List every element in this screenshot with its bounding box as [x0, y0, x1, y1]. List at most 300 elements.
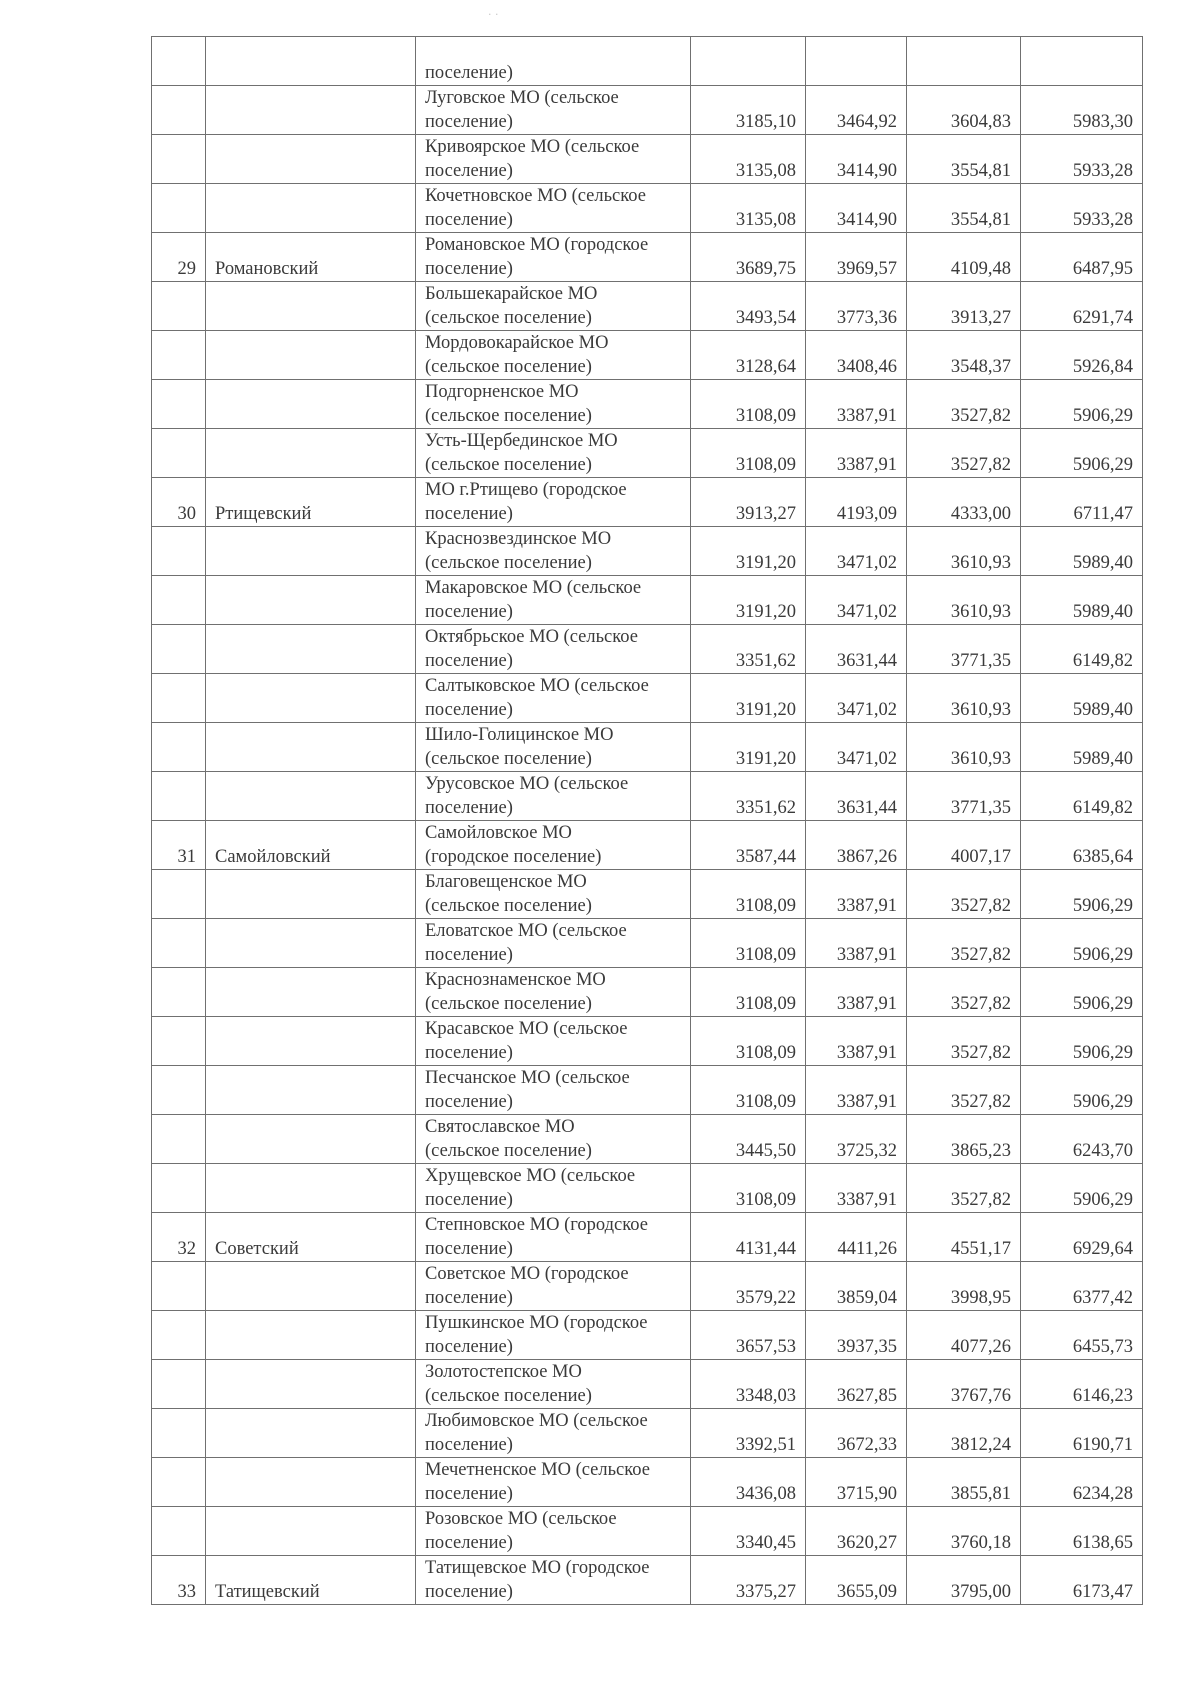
value-cell-2: 3655,09 [806, 1556, 907, 1605]
value-cell-2: 3471,02 [806, 674, 907, 723]
municipality-name-line: (сельское поселение) [425, 406, 592, 426]
municipality-cell [416, 1507, 691, 1556]
row-number-cell [152, 723, 206, 772]
value-cell-2: 3859,04 [806, 1262, 907, 1311]
municipality-name-line: поселение) [425, 1533, 513, 1553]
municipality-name-line: Большекарайское МО [425, 284, 598, 304]
row-number-cell: 30 [152, 478, 206, 527]
value-cell-2: 3672,33 [806, 1409, 907, 1458]
value-cell-2: 3631,44 [806, 625, 907, 674]
table-row [152, 968, 1143, 1017]
value-cell-1: 3493,54 [691, 282, 806, 331]
value-cell-4: 6149,82 [1021, 772, 1143, 821]
municipality-name-line: поселение) [425, 112, 513, 132]
value-cell-3: 3554,81 [907, 184, 1021, 233]
value-cell-3: 3855,81 [907, 1458, 1021, 1507]
row-number-cell [152, 576, 206, 625]
row-number-cell [152, 1458, 206, 1507]
value-cell-4 [1021, 37, 1143, 86]
row-number-cell: 31 [152, 821, 206, 870]
municipality-cell [416, 380, 691, 429]
table-row [152, 1556, 1143, 1605]
value-cell-1: 3191,20 [691, 527, 806, 576]
value-cell-3: 4551,17 [907, 1213, 1021, 1262]
municipality-name-line: поселение) [425, 945, 513, 965]
municipality-name-line: Степновское МО (городское [425, 1215, 648, 1235]
value-cell-1: 3108,09 [691, 870, 806, 919]
value-cell-3: 3610,93 [907, 674, 1021, 723]
municipality-name-line: Пушкинское МО (городское [425, 1313, 648, 1333]
district-cell [206, 1458, 416, 1507]
municipality-name-line: Мордовокарайское МО [425, 333, 609, 353]
value-cell-1: 3375,27 [691, 1556, 806, 1605]
district-cell: Самойловский [206, 821, 416, 870]
municipality-name-line: Песчанское МО (сельское [425, 1068, 630, 1088]
municipality-name-line: Подгорненское МО [425, 382, 579, 402]
municipality-name-line: поселение) [425, 1484, 513, 1504]
value-cell-2: 3387,91 [806, 1017, 907, 1066]
value-cell-2: 3715,90 [806, 1458, 907, 1507]
table-row [152, 184, 1143, 233]
municipality-cell [416, 233, 691, 282]
value-cell-3: 3527,82 [907, 919, 1021, 968]
district-cell [206, 1115, 416, 1164]
municipality-name-line: поселение) [425, 161, 513, 181]
municipality-name-line: поселение) [425, 504, 513, 524]
municipality-name-line: (сельское поселение) [425, 994, 592, 1014]
table-row [152, 380, 1143, 429]
value-cell-4: 6455,73 [1021, 1311, 1143, 1360]
municipality-name-line: поселение) [425, 210, 513, 230]
value-cell-1: 3108,09 [691, 429, 806, 478]
table-row [152, 478, 1143, 527]
municipality-name-line: Макаровское МО (сельское [425, 578, 642, 598]
value-cell-4: 6711,47 [1021, 478, 1143, 527]
row-number-cell [152, 1017, 206, 1066]
row-number-cell: 33 [152, 1556, 206, 1605]
municipality-name-line: Самойловское МО [425, 823, 572, 843]
municipality-name-line: поселение) [425, 63, 513, 83]
municipality-name-line: Советское МО (городское [425, 1264, 629, 1284]
value-cell-2: 3387,91 [806, 1066, 907, 1115]
municipality-cell [416, 674, 691, 723]
municipality-cell [416, 1556, 691, 1605]
municipality-name-line: поселение) [425, 1190, 513, 1210]
value-cell-4: 5926,84 [1021, 331, 1143, 380]
value-cell-4: 6149,82 [1021, 625, 1143, 674]
table-row [152, 576, 1143, 625]
value-cell-3: 3771,35 [907, 772, 1021, 821]
value-cell-4: 6138,65 [1021, 1507, 1143, 1556]
value-cell-4: 6291,74 [1021, 282, 1143, 331]
table-row [152, 86, 1143, 135]
value-cell-2: 4193,09 [806, 478, 907, 527]
row-number-cell [152, 527, 206, 576]
value-cell-4: 5989,40 [1021, 527, 1143, 576]
municipality-name-line: Кочетновское МО (сельское [425, 186, 646, 206]
value-cell-1: 3436,08 [691, 1458, 806, 1507]
value-cell-4: 5989,40 [1021, 674, 1143, 723]
municipality-name-line: Розовское МО (сельское [425, 1509, 617, 1529]
municipality-name-line: МО г.Ртищево (городское [425, 480, 627, 500]
value-cell-4: 5983,30 [1021, 86, 1143, 135]
table-row [152, 919, 1143, 968]
row-number-cell [152, 1507, 206, 1556]
municipality-name-line: Благовещенское МО [425, 872, 587, 892]
row-number-cell [152, 772, 206, 821]
table-row [152, 1262, 1143, 1311]
municipality-name-line: Усть-Щербединское МО [425, 431, 618, 451]
value-cell-2: 3387,91 [806, 919, 907, 968]
value-cell-3: 4333,00 [907, 478, 1021, 527]
row-number-cell [152, 429, 206, 478]
value-cell-2: 3969,57 [806, 233, 907, 282]
tariff-table [151, 36, 1143, 1605]
municipality-cell [416, 1164, 691, 1213]
value-cell-2: 3620,27 [806, 1507, 907, 1556]
value-cell-1: 3128,64 [691, 331, 806, 380]
tariff-table-body [152, 37, 1143, 1605]
municipality-cell [416, 527, 691, 576]
value-cell-4: 6243,70 [1021, 1115, 1143, 1164]
value-cell-1 [691, 37, 806, 86]
row-number-cell [152, 919, 206, 968]
value-cell-3: 4077,26 [907, 1311, 1021, 1360]
value-cell-2: 3471,02 [806, 576, 907, 625]
table-row [152, 282, 1143, 331]
district-cell [206, 625, 416, 674]
municipality-name-line: (сельское поселение) [425, 1386, 592, 1406]
value-cell-1: 3191,20 [691, 723, 806, 772]
value-cell-1: 3351,62 [691, 772, 806, 821]
district-cell: Татищевский [206, 1556, 416, 1605]
value-cell-4: 5906,29 [1021, 870, 1143, 919]
value-cell-3: 3554,81 [907, 135, 1021, 184]
value-cell-4: 6190,71 [1021, 1409, 1143, 1458]
value-cell-1: 3445,50 [691, 1115, 806, 1164]
municipality-name-line: Татищевское МО (городское [425, 1558, 650, 1578]
table-row [152, 135, 1143, 184]
row-number-cell [152, 1262, 206, 1311]
value-cell-2: 3627,85 [806, 1360, 907, 1409]
value-cell-1: 3348,03 [691, 1360, 806, 1409]
district-cell [206, 723, 416, 772]
municipality-name-line: поселение) [425, 1435, 513, 1455]
value-cell-4: 5906,29 [1021, 919, 1143, 968]
municipality-name-line: поселение) [425, 259, 513, 279]
value-cell-4: 5989,40 [1021, 576, 1143, 625]
row-number-cell [152, 1409, 206, 1458]
table-row [152, 1458, 1143, 1507]
municipality-name-line: Святославское МО [425, 1117, 575, 1137]
municipality-name-line: Краснозвездинское МО [425, 529, 612, 549]
municipality-name-line: Романовское МО (городское [425, 235, 649, 255]
district-cell: Советский [206, 1213, 416, 1262]
municipality-name-line: Кривоярское МО (сельское [425, 137, 640, 157]
value-cell-3: 4109,48 [907, 233, 1021, 282]
municipality-cell [416, 135, 691, 184]
district-cell [206, 576, 416, 625]
value-cell-1: 3579,22 [691, 1262, 806, 1311]
value-cell-4: 6146,23 [1021, 1360, 1143, 1409]
value-cell-1: 3108,09 [691, 380, 806, 429]
district-cell [206, 919, 416, 968]
municipality-cell [416, 282, 691, 331]
row-number-cell [152, 1115, 206, 1164]
value-cell-4: 6173,47 [1021, 1556, 1143, 1605]
municipality-name-line: Любимовское МО (сельское [425, 1411, 648, 1431]
municipality-name-line: поселение) [425, 602, 513, 622]
municipality-cell [416, 1262, 691, 1311]
row-number-cell [152, 135, 206, 184]
row-number-cell: 29 [152, 233, 206, 282]
value-cell-3: 3548,37 [907, 331, 1021, 380]
district-cell [206, 1507, 416, 1556]
municipality-name-line: Красавское МО (сельское [425, 1019, 628, 1039]
row-number-cell: 32 [152, 1213, 206, 1262]
value-cell-3: 3771,35 [907, 625, 1021, 674]
value-cell-3: 3527,82 [907, 1017, 1021, 1066]
row-number-cell [152, 282, 206, 331]
table-row [152, 37, 1143, 86]
row-number-cell [152, 968, 206, 1017]
value-cell-2: 3725,32 [806, 1115, 907, 1164]
value-cell-1: 3657,53 [691, 1311, 806, 1360]
district-cell [206, 282, 416, 331]
municipality-cell [416, 919, 691, 968]
municipality-cell [416, 1017, 691, 1066]
table-row [152, 1507, 1143, 1556]
value-cell-3: 3610,93 [907, 527, 1021, 576]
value-cell-2: 3471,02 [806, 723, 907, 772]
value-cell-4: 5906,29 [1021, 1164, 1143, 1213]
district-cell [206, 674, 416, 723]
municipality-name-line: поселение) [425, 1239, 513, 1259]
value-cell-1: 3108,09 [691, 1066, 806, 1115]
municipality-name-line: (сельское поселение) [425, 1141, 592, 1161]
value-cell-3: 3865,23 [907, 1115, 1021, 1164]
table-row [152, 772, 1143, 821]
value-cell-1: 3689,75 [691, 233, 806, 282]
municipality-name-line: (сельское поселение) [425, 357, 592, 377]
value-cell-3: 3812,24 [907, 1409, 1021, 1458]
value-cell-1: 3351,62 [691, 625, 806, 674]
district-cell [206, 1066, 416, 1115]
value-cell-4: 5906,29 [1021, 380, 1143, 429]
district-cell [206, 1262, 416, 1311]
municipality-cell [416, 1115, 691, 1164]
municipality-cell [416, 625, 691, 674]
municipality-cell [416, 772, 691, 821]
value-cell-1: 3135,08 [691, 135, 806, 184]
value-cell-1: 3587,44 [691, 821, 806, 870]
municipality-cell [416, 576, 691, 625]
value-cell-1: 3913,27 [691, 478, 806, 527]
value-cell-1: 3108,09 [691, 1017, 806, 1066]
municipality-cell [416, 968, 691, 1017]
municipality-name-line: (сельское поселение) [425, 308, 592, 328]
value-cell-4: 5906,29 [1021, 1017, 1143, 1066]
district-cell [206, 968, 416, 1017]
table-row [152, 1164, 1143, 1213]
district-cell [206, 870, 416, 919]
municipality-name-line: Салтыковское МО (сельское [425, 676, 649, 696]
value-cell-3: 3604,83 [907, 86, 1021, 135]
municipality-cell [416, 331, 691, 380]
row-number-cell [152, 37, 206, 86]
value-cell-4: 6385,64 [1021, 821, 1143, 870]
municipality-cell [416, 478, 691, 527]
value-cell-2: 4411,26 [806, 1213, 907, 1262]
municipality-name-line: поселение) [425, 1092, 513, 1112]
municipality-cell [416, 821, 691, 870]
table-row [152, 527, 1143, 576]
row-number-cell [152, 184, 206, 233]
municipality-name-line: Еловатское МО (сельское [425, 921, 627, 941]
value-cell-3: 3527,82 [907, 429, 1021, 478]
district-cell [206, 37, 416, 86]
municipality-name-line: (сельское поселение) [425, 553, 592, 573]
value-cell-1: 4131,44 [691, 1213, 806, 1262]
municipality-name-line: Луговское МО (сельское [425, 88, 619, 108]
value-cell-4: 6487,95 [1021, 233, 1143, 282]
value-cell-3 [907, 37, 1021, 86]
municipality-name-line: поселение) [425, 700, 513, 720]
value-cell-4: 5989,40 [1021, 723, 1143, 772]
row-number-cell [152, 86, 206, 135]
municipality-cell [416, 1311, 691, 1360]
district-cell [206, 1311, 416, 1360]
municipality-name-line: Хрущевское МО (сельское [425, 1166, 636, 1186]
row-number-cell [152, 674, 206, 723]
municipality-name-line: (сельское поселение) [425, 749, 592, 769]
row-number-cell [152, 331, 206, 380]
scan-speck-top: · · [488, 8, 499, 21]
district-cell [206, 184, 416, 233]
row-number-cell [152, 380, 206, 429]
municipality-name-line: Мечетненское МО (сельское [425, 1460, 650, 1480]
value-cell-2: 3471,02 [806, 527, 907, 576]
district-cell: Ртищевский [206, 478, 416, 527]
district-cell [206, 135, 416, 184]
value-cell-1: 3191,20 [691, 576, 806, 625]
district-cell [206, 527, 416, 576]
value-cell-3: 3998,95 [907, 1262, 1021, 1311]
value-cell-2: 3408,46 [806, 331, 907, 380]
table-row [152, 1213, 1143, 1262]
municipality-name-line: Краснознаменское МО [425, 970, 606, 990]
municipality-name-line: поселение) [425, 1043, 513, 1063]
value-cell-3: 3527,82 [907, 1164, 1021, 1213]
district-cell [206, 1360, 416, 1409]
value-cell-2: 3631,44 [806, 772, 907, 821]
value-cell-2: 3414,90 [806, 135, 907, 184]
value-cell-4: 5906,29 [1021, 968, 1143, 1017]
table-row [152, 723, 1143, 772]
municipality-name-line: поселение) [425, 1288, 513, 1308]
value-cell-1: 3191,20 [691, 674, 806, 723]
municipality-name-line: Октябрьское МО (сельское [425, 627, 638, 647]
municipality-name-line: (сельское поселение) [425, 455, 592, 475]
table-row [152, 429, 1143, 478]
table-row [152, 1066, 1143, 1115]
table-row [152, 674, 1143, 723]
row-number-cell [152, 1311, 206, 1360]
district-cell [206, 1409, 416, 1458]
table-row [152, 233, 1143, 282]
table-row [152, 821, 1143, 870]
value-cell-2: 3867,26 [806, 821, 907, 870]
value-cell-1: 3108,09 [691, 919, 806, 968]
municipality-name-line: (сельское поселение) [425, 896, 592, 916]
value-cell-2: 3387,91 [806, 870, 907, 919]
value-cell-1: 3108,09 [691, 968, 806, 1017]
value-cell-3: 3760,18 [907, 1507, 1021, 1556]
value-cell-4: 6377,42 [1021, 1262, 1143, 1311]
row-number-cell [152, 1164, 206, 1213]
municipality-cell [416, 429, 691, 478]
municipality-cell [416, 870, 691, 919]
district-cell [206, 1164, 416, 1213]
value-cell-2 [806, 37, 907, 86]
district-cell [206, 1017, 416, 1066]
municipality-cell [416, 1066, 691, 1115]
value-cell-4: 5906,29 [1021, 429, 1143, 478]
value-cell-1: 3340,45 [691, 1507, 806, 1556]
municipality-name-line: поселение) [425, 1337, 513, 1357]
municipality-cell [416, 37, 691, 86]
value-cell-1: 3135,08 [691, 184, 806, 233]
value-cell-2: 3387,91 [806, 1164, 907, 1213]
value-cell-4: 6929,64 [1021, 1213, 1143, 1262]
district-cell [206, 429, 416, 478]
table-row [152, 1360, 1143, 1409]
row-number-cell [152, 625, 206, 674]
municipality-cell [416, 86, 691, 135]
value-cell-2: 3464,92 [806, 86, 907, 135]
value-cell-3: 3610,93 [907, 723, 1021, 772]
table-row [152, 331, 1143, 380]
value-cell-1: 3108,09 [691, 1164, 806, 1213]
value-cell-3: 4007,17 [907, 821, 1021, 870]
value-cell-2: 3937,35 [806, 1311, 907, 1360]
table-row [152, 1409, 1143, 1458]
municipality-cell [416, 1458, 691, 1507]
municipality-name-line: Урусовское МО (сельское [425, 774, 629, 794]
municipality-cell [416, 1409, 691, 1458]
table-row [152, 1311, 1143, 1360]
table-row [152, 625, 1143, 674]
row-number-cell [152, 1066, 206, 1115]
value-cell-3: 3527,82 [907, 1066, 1021, 1115]
value-cell-2: 3387,91 [806, 429, 907, 478]
table-row [152, 870, 1143, 919]
value-cell-4: 6234,28 [1021, 1458, 1143, 1507]
municipality-name-line [425, 37, 681, 61]
value-cell-4: 5933,28 [1021, 184, 1143, 233]
row-number-cell [152, 1360, 206, 1409]
value-cell-3: 3610,93 [907, 576, 1021, 625]
district-cell: Романовский [206, 233, 416, 282]
table-row [152, 1017, 1143, 1066]
municipality-name-line: Шило-Голицинское МО [425, 725, 614, 745]
value-cell-2: 3387,91 [806, 968, 907, 1017]
district-cell [206, 331, 416, 380]
value-cell-2: 3414,90 [806, 184, 907, 233]
value-cell-2: 3773,36 [806, 282, 907, 331]
municipality-name-line: Золотостепское МО [425, 1362, 582, 1382]
value-cell-1: 3392,51 [691, 1409, 806, 1458]
